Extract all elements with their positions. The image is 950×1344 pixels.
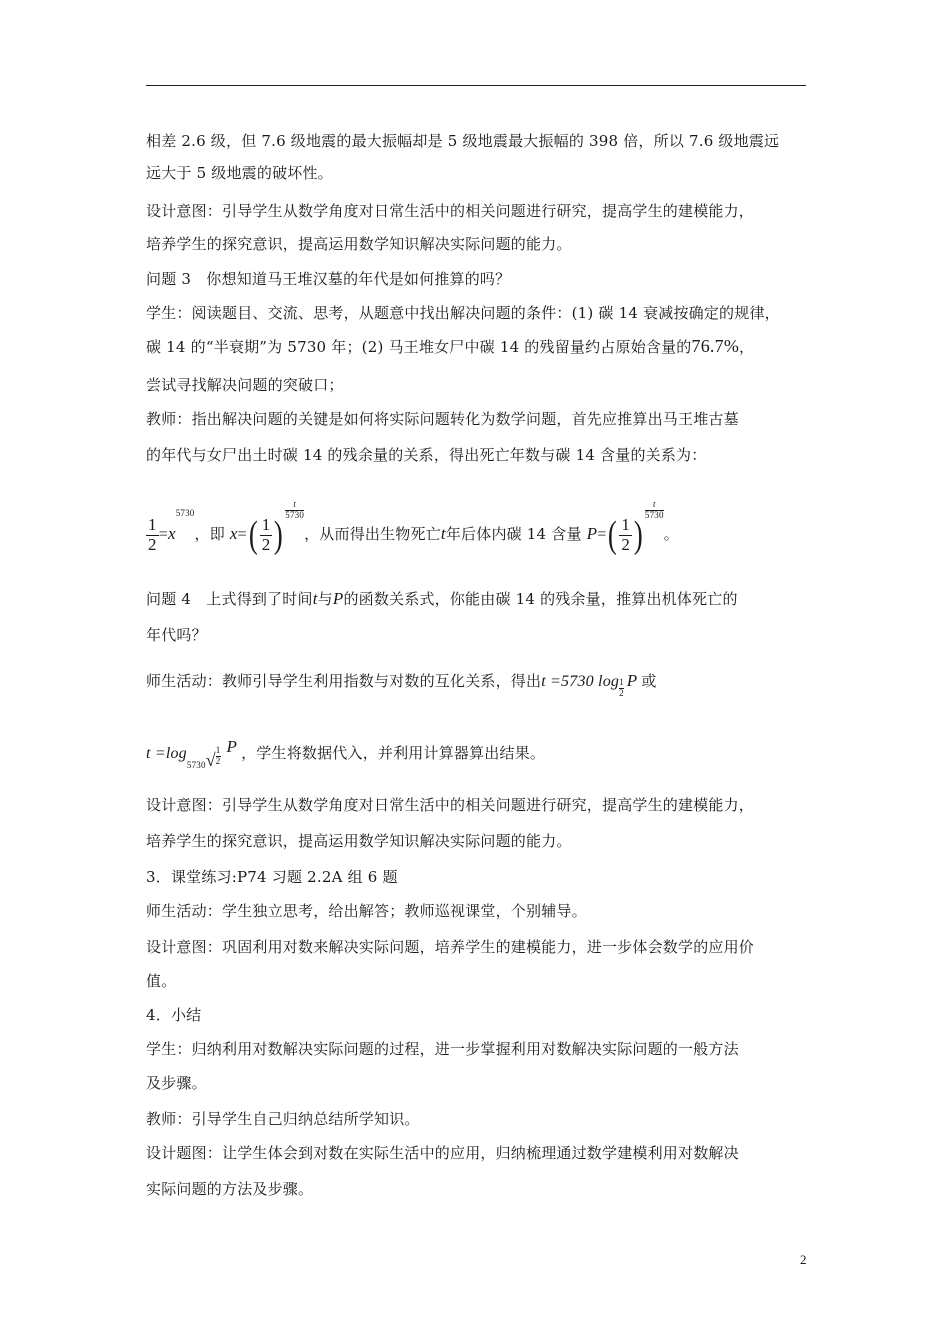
var-P: P (332, 589, 344, 608)
section-heading: 3．课堂练习:P74 习题 2.2A 组 6 题 (146, 868, 398, 886)
equation-line: $\frac{1}{2}$ $=x^{5730}$，即 x=( $\frac{1}{2}$ ) $\frac{t}{5730}$ ，从而得出生物死亡t年后体内碳 14 含量 P=( $\frac{1}{2}$ ) $\frac{t}{5730}$ 。 (148, 499, 679, 557)
exponent-fraction: $\frac{t}{5730}$ (644, 499, 664, 520)
paragraph-line: 值。 (146, 972, 177, 990)
var-P: P (226, 737, 238, 756)
paragraph-line: 设计意图：引导学生从数学角度对日常生活中的相关问题进行研究，提高学生的建模能力， (146, 202, 755, 220)
paragraph-line: 学生：归纳利用对数解决实际问题的过程，进一步掌握利用对数解决实际问题的一般方法 (146, 1040, 739, 1058)
paragraph-line: 教师：指出解决问题的关键是如何将实际问题转化为数学问题，首先应推算出马王堆古墓 (146, 410, 739, 428)
log-expression: t =log (146, 745, 187, 762)
fraction-half: $\frac{1}{2}$ (621, 515, 631, 554)
paragraph-line: 设计题图：让学生体会到对数在实际生活中的应用，归纳梳理通过数学建模利用对数解决 (146, 1144, 739, 1162)
equals: = (158, 526, 168, 544)
exponent: 5730 (175, 508, 195, 518)
fraction-half: $\frac{1}{2}$ (148, 515, 157, 554)
fraction-half: $\frac{1}{2}$ (261, 515, 271, 554)
paragraph-line: 培养学生的探究意识，提高运用数学知识解决实际问题的能力。 (146, 235, 572, 253)
left-paren: ( (608, 514, 618, 557)
text: 与 (317, 590, 333, 608)
log-expression: t =5730 log (541, 673, 620, 690)
var-x: x (229, 524, 238, 544)
text: 。 (663, 525, 679, 544)
question-4 (146, 588, 738, 609)
text: ， (739, 338, 755, 356)
percent-value: 76.7% (691, 336, 740, 356)
paragraph-line: 师生活动：学生独立思考，给出解答；教师巡视课堂，个别辅导。 (146, 902, 587, 920)
log-base: $\frac{1}{2}$ (619, 677, 624, 698)
paragraph-line: 尝试寻找解决问题的突破口； (146, 376, 344, 394)
var-t: t (440, 524, 446, 544)
header-rule (146, 85, 806, 86)
text: ，学生将数据代入，并利用计算器算出结果。 (241, 744, 546, 762)
question-3: 问题 3 你想知道马王堆汉墓的年代是如何推算的吗？ (146, 270, 511, 288)
paragraph-line (146, 336, 754, 357)
paragraph-line (146, 737, 546, 770)
root-index: 5730 (186, 760, 206, 770)
equals: = (237, 526, 247, 544)
text: 碳 14 的“半衰期”为 5730 年；(2) 马王堆女尸中碳 14 的残留量约占原始含量的 (146, 338, 692, 356)
paragraph-line: 远大于 5 级地震的破坏性。 (146, 164, 333, 182)
paragraph-line (146, 670, 657, 698)
paragraph-line: 的年代与女尸出土时碳 14 的残余量的关系，得出死亡年数与碳 14 含量的关系为： (146, 446, 707, 464)
paragraph-line: 年代吗？ (146, 626, 207, 644)
paragraph-line: 相差 2.6 级，但 7.6 级地震的最大振幅却是 5 级地震最大振幅的 398 倍，所以 7.6 级地震远 (146, 132, 780, 150)
text: ，即 (194, 525, 225, 544)
text: 或 (641, 672, 657, 690)
section-heading: 4．小结 (146, 1006, 202, 1024)
root-radicand: $\frac{1}{2}$ (215, 745, 221, 766)
text: 的函数关系式，你能由碳 14 的残余量，推算出机体死亡的 (343, 590, 738, 608)
var-P: P (626, 671, 638, 690)
var-x: x (167, 524, 176, 544)
right-paren: ) (633, 514, 643, 557)
text: 问题 4 上式得到了时间 (146, 590, 313, 608)
left-paren: ( (248, 514, 258, 557)
text: 年后体内碳 14 含量 (445, 525, 582, 544)
var-t: t (312, 589, 318, 608)
paragraph-line: 学生：阅读题目、交流、思考，从题意中找出解决问题的条件：(1) 碳 14 衰减按确定的规律， (146, 304, 780, 322)
root-sign: √ (205, 750, 216, 770)
page-number: 2 (800, 1252, 807, 1267)
exponent-fraction: $\frac{t}{5730}$ (285, 499, 305, 520)
text: 师生活动：教师引导学生利用指数与对数的互化关系，得出 (146, 672, 542, 690)
paragraph-line: 设计意图：巩固利用对数来解决实际问题，培养学生的建模能力，进一步体会数学的应用价 (146, 938, 755, 956)
paragraph-line: 及步骤。 (146, 1074, 207, 1092)
paragraph-line: 实际问题的方法及步骤。 (146, 1180, 314, 1198)
paragraph-line: 培养学生的探究意识，提高运用数学知识解决实际问题的能力。 (146, 832, 572, 850)
var-P: P (586, 524, 598, 544)
paragraph-line: 设计意图：引导学生从数学角度对日常生活中的相关问题进行研究，提高学生的建模能力， (146, 796, 755, 814)
text: ，从而得出生物死亡 (304, 525, 441, 544)
right-paren: ) (274, 514, 284, 557)
paragraph-line: 教师：引导学生自己归纳总结所学知识。 (146, 1110, 420, 1128)
